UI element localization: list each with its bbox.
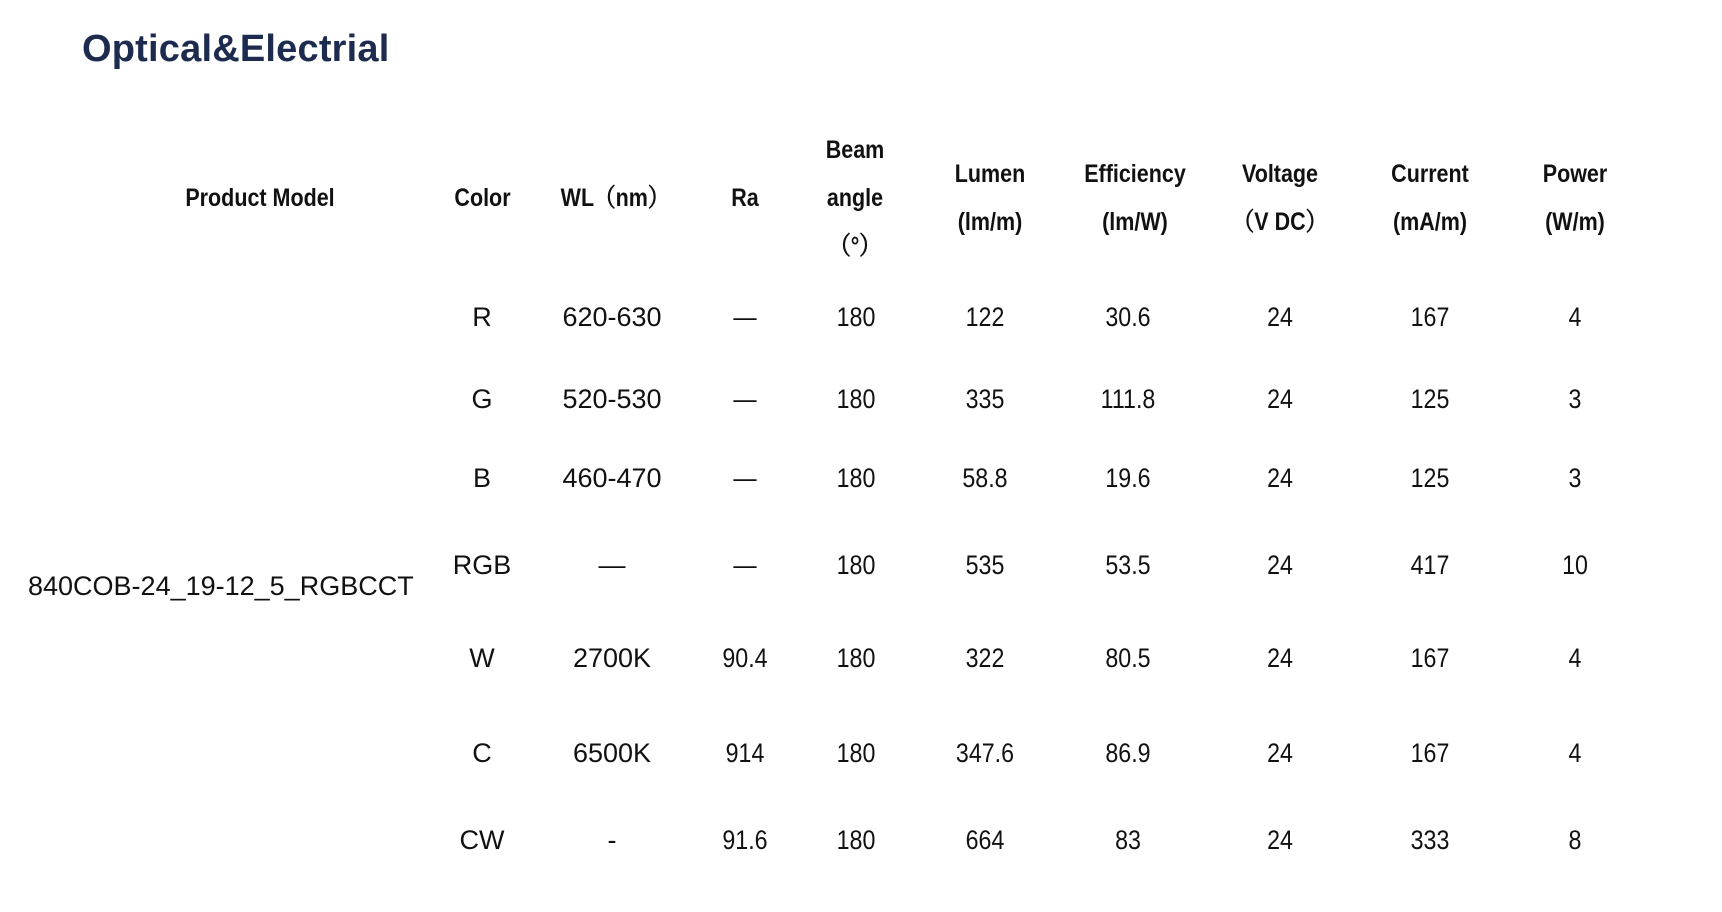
product-model-cell: 840COB-24_19-12_5_RGBCCT: [28, 570, 414, 601]
cell-voltage: 24: [1267, 824, 1293, 855]
cell-power: 10: [1562, 549, 1588, 580]
cell-current: 167: [1410, 642, 1450, 673]
cell-voltage: 24: [1267, 383, 1293, 414]
cell-efficiency: 19.6: [1105, 462, 1151, 493]
cell-efficiency: 53.5: [1105, 549, 1151, 580]
cell-beam-angle: 180: [836, 383, 876, 414]
cell-ra: 914: [725, 737, 765, 768]
cell-color: W: [469, 642, 495, 673]
cell-voltage: 24: [1267, 642, 1293, 673]
cell-voltage: 24: [1267, 301, 1293, 332]
cell-current: 417: [1410, 549, 1450, 580]
cell-power: 3: [1568, 383, 1582, 414]
cell-wavelength: 6500K: [572, 737, 652, 768]
cell-ra: 91.6: [722, 824, 768, 855]
cell-beam-angle: 180: [836, 642, 876, 673]
cell-color: CW: [459, 824, 505, 855]
cell-lumen: 347.6: [955, 737, 1015, 768]
cell-voltage: 24: [1267, 737, 1293, 768]
cell-efficiency: 111.8: [1100, 383, 1156, 414]
cell-ra: —: [733, 383, 757, 414]
cell-lumen: 122: [965, 301, 1005, 332]
cell-ra: —: [733, 301, 757, 332]
header-efficiency: Efficiency (lm/W): [1084, 159, 1186, 236]
cell-voltage: 24: [1267, 549, 1293, 580]
cell-power: 3: [1568, 462, 1582, 493]
header-product-model: Product Model: [185, 183, 335, 212]
cell-lumen: 335: [965, 383, 1005, 414]
cell-power: 4: [1568, 301, 1582, 332]
cell-wavelength: -: [607, 824, 617, 855]
header-power: Power (W/m): [1542, 159, 1608, 236]
cell-efficiency: 86.9: [1105, 737, 1151, 768]
cell-current: 333: [1410, 824, 1450, 855]
cell-wavelength: 2700K: [572, 642, 652, 673]
cell-current: 167: [1410, 301, 1450, 332]
cell-color: C: [472, 737, 492, 768]
header-current: Current (mA/m): [1391, 159, 1469, 236]
cell-efficiency: 30.6: [1105, 301, 1151, 332]
cell-beam-angle: 180: [836, 462, 876, 493]
cell-efficiency: 83: [1115, 824, 1141, 855]
cell-ra: —: [733, 549, 757, 580]
cell-current: 125: [1410, 462, 1450, 493]
cell-beam-angle: 180: [836, 549, 876, 580]
cell-power: 8: [1568, 824, 1582, 855]
header-lumen: Lumen (lm/m): [954, 159, 1026, 236]
cell-efficiency: 80.5: [1105, 642, 1151, 673]
cell-color: R: [472, 301, 492, 332]
cell-color: B: [472, 462, 491, 493]
cell-beam-angle: 180: [836, 737, 876, 768]
cell-lumen: 58.8: [962, 462, 1008, 493]
cell-current: 167: [1410, 737, 1450, 768]
header-ra: Ra: [731, 183, 759, 212]
header-voltage: Voltage （V DC）: [1232, 159, 1328, 236]
cell-lumen: 535: [965, 549, 1005, 580]
header-wl: WL（nm）: [560, 183, 670, 212]
cell-color: RGB: [452, 549, 512, 580]
cell-voltage: 24: [1267, 462, 1293, 493]
page-title: Optical&Electrial: [82, 28, 390, 70]
cell-beam-angle: 180: [836, 301, 876, 332]
cell-wavelength: 520-530: [562, 383, 662, 414]
cell-ra: —: [733, 462, 757, 493]
cell-ra: 90.4: [722, 642, 768, 673]
cell-color: G: [471, 383, 493, 414]
cell-wavelength: —: [598, 549, 626, 580]
cell-wavelength: 620-630: [562, 301, 662, 332]
cell-power: 4: [1568, 642, 1582, 673]
cell-beam-angle: 180: [836, 824, 876, 855]
cell-lumen: 322: [965, 642, 1005, 673]
cell-current: 125: [1410, 383, 1450, 414]
cell-lumen: 664: [965, 824, 1005, 855]
header-beam-angle: Beam angle （°）: [825, 135, 885, 260]
header-color: Color: [454, 183, 511, 212]
cell-power: 4: [1568, 737, 1582, 768]
cell-wavelength: 460-470: [562, 462, 662, 493]
